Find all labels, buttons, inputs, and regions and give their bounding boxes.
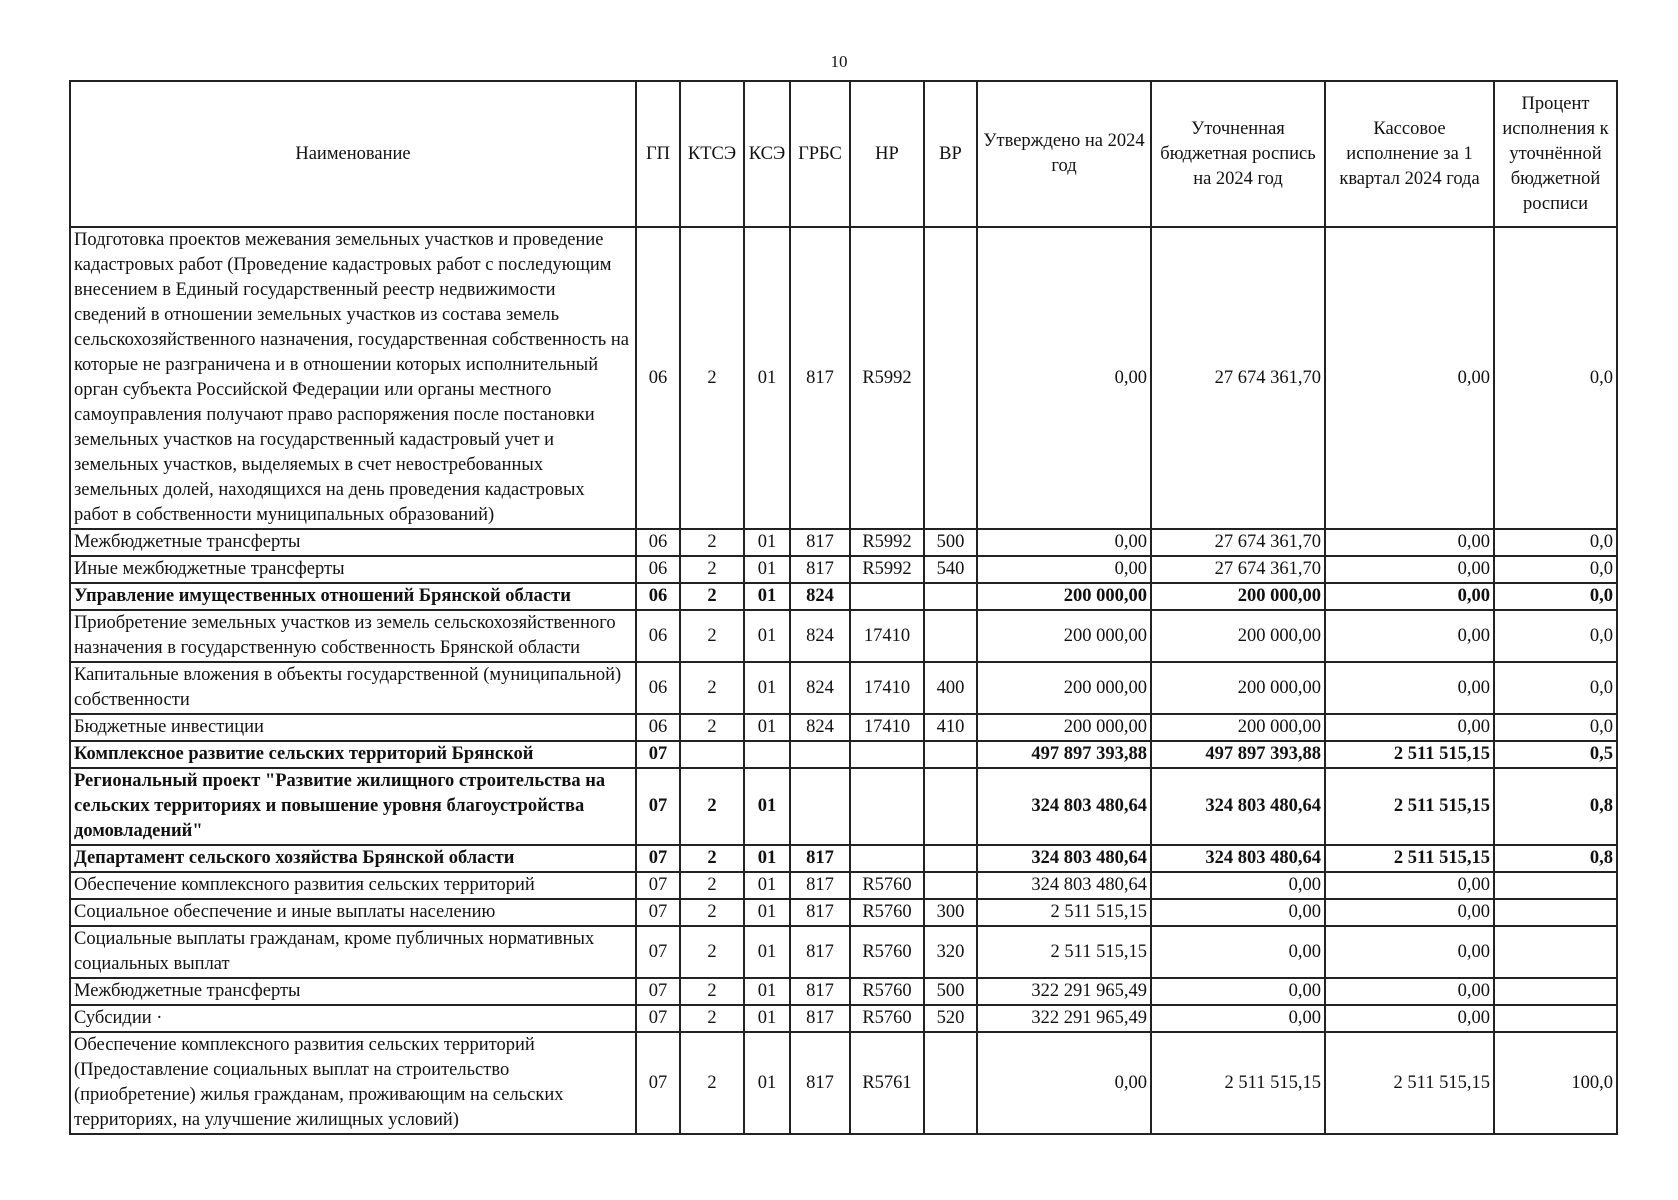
cell-refined: 497 897 393,88 [1151,741,1325,768]
cell-percent: 100,0 [1494,1032,1617,1134]
cell-gp: 07 [636,926,680,978]
cell-name: Капитальные вложения в объекты государственной (муниципальной) собственности [70,662,636,714]
table-row [70,583,1617,610]
cell-grbs: 817 [790,227,850,529]
cell-vr: 300 [924,899,977,926]
cell-gp: 06 [636,556,680,583]
cell-refined: 324 803 480,64 [1151,845,1325,872]
cell-ktse: 2 [680,610,744,662]
cell-approved: 0,00 [977,529,1151,556]
table-row [70,556,1617,583]
cell-ktse: 2 [680,583,744,610]
cell-kse: 01 [744,1032,790,1134]
cell-cash: 0,00 [1325,872,1494,899]
cell-vr: 500 [924,529,977,556]
header-nr: НР [850,81,924,227]
cell-approved: 0,00 [977,1032,1151,1134]
cell-cash: 2 511 515,15 [1325,741,1494,768]
cell-ktse: 2 [680,714,744,741]
cell-vr [924,583,977,610]
header-percent: Процент исполнения к уточнённой бюджетной росписи [1494,81,1617,227]
cell-name: Управление имущественных отношений Брянской области [70,583,636,610]
cell-gp: 07 [636,1032,680,1134]
cell-nr: R5760 [850,926,924,978]
cell-grbs: 817 [790,556,850,583]
cell-gp: 06 [636,662,680,714]
table-row [70,768,1617,845]
page-number: 10 [830,52,848,71]
cell-nr [850,741,924,768]
cell-ktse: 2 [680,1005,744,1032]
cell-name: Подготовка проектов межевания земельных участков и проведение кадастровых работ (Проведение кадастровых работ с последующим внесением в Единый государственный реестр недвижимости сведений в отношении земельных участков из состава земель сельскохозяйственного назначения, государственная собственность на которые не разграничена и в отношении которых исполнительный орган субъекта Российской Федерации или органы местного самоуправления получают право распоряжения после постановки земельных участков на государственный кадастровый учет и земельных участков, выделяемых в счет невостребованных земельных долей, находящихся на день проведения кадастровых работ в собственности муниципальных образований) [70,227,636,529]
cell-cash: 2 511 515,15 [1325,845,1494,872]
cell-kse: 01 [744,872,790,899]
header-refined: Уточненная бюджетная роспись на 2024 год [1151,81,1325,227]
cell-name: Департамент сельского хозяйства Брянской области [70,845,636,872]
cell-percent: 0,0 [1494,227,1617,529]
cell-gp: 07 [636,768,680,845]
cell-kse: 01 [744,714,790,741]
cell-refined: 200 000,00 [1151,662,1325,714]
cell-approved: 322 291 965,49 [977,978,1151,1005]
cell-ktse: 2 [680,662,744,714]
cell-vr [924,610,977,662]
header-gp: ГП [636,81,680,227]
cell-ktse: 2 [680,1032,744,1134]
cell-approved: 497 897 393,88 [977,741,1151,768]
cell-kse [744,741,790,768]
cell-percent: 0,5 [1494,741,1617,768]
cell-cash: 2 511 515,15 [1325,768,1494,845]
cell-nr: 17410 [850,662,924,714]
cell-approved: 200 000,00 [977,610,1151,662]
cell-refined: 27 674 361,70 [1151,529,1325,556]
table-row [70,741,1617,768]
cell-gp: 07 [636,872,680,899]
cell-kse: 01 [744,583,790,610]
cell-kse: 01 [744,227,790,529]
cell-percent [1494,899,1617,926]
cell-name: Обеспечение комплексного развития сельских территорий [70,872,636,899]
cell-ktse: 2 [680,899,744,926]
cell-vr: 500 [924,978,977,1005]
table-row [70,978,1617,1005]
cell-vr: 540 [924,556,977,583]
cell-vr [924,1032,977,1134]
header-cash: Кассовое исполнение за 1 квартал 2024 года [1325,81,1494,227]
cell-nr: 17410 [850,610,924,662]
cell-nr: R5760 [850,899,924,926]
cell-ktse: 2 [680,872,744,899]
header-name: Наименование [70,81,636,227]
cell-kse: 01 [744,662,790,714]
cell-ktse [680,741,744,768]
cell-approved: 0,00 [977,227,1151,529]
cell-nr: R5760 [850,1005,924,1032]
cell-percent [1494,872,1617,899]
cell-gp: 07 [636,978,680,1005]
cell-grbs: 817 [790,926,850,978]
cell-nr: R5992 [850,529,924,556]
cell-nr [850,845,924,872]
cell-refined: 324 803 480,64 [1151,768,1325,845]
cell-vr [924,768,977,845]
cell-ktse: 2 [680,978,744,1005]
cell-cash: 0,00 [1325,926,1494,978]
cell-percent: 0,8 [1494,845,1617,872]
cell-vr: 320 [924,926,977,978]
cell-name: Бюджетные инвестиции [70,714,636,741]
cell-cash: 2 511 515,15 [1325,1032,1494,1134]
cell-vr [924,227,977,529]
cell-percent: 0,0 [1494,583,1617,610]
cell-cash: 0,00 [1325,556,1494,583]
cell-approved: 200 000,00 [977,714,1151,741]
table-row [70,610,1617,662]
cell-percent: 0,0 [1494,714,1617,741]
cell-kse: 01 [744,1005,790,1032]
cell-grbs: 824 [790,714,850,741]
table-row [70,1032,1617,1134]
cell-cash: 0,00 [1325,714,1494,741]
cell-vr: 410 [924,714,977,741]
cell-percent: 0,0 [1494,662,1617,714]
cell-kse: 01 [744,610,790,662]
cell-nr: 17410 [850,714,924,741]
cell-kse: 01 [744,978,790,1005]
cell-grbs: 824 [790,610,850,662]
table-row [70,227,1617,529]
cell-percent: 0,0 [1494,529,1617,556]
cell-grbs: 817 [790,529,850,556]
cell-kse: 01 [744,926,790,978]
cell-gp: 06 [636,610,680,662]
cell-vr [924,845,977,872]
table-row [70,529,1617,556]
cell-nr [850,583,924,610]
cell-name: Комплексное развитие сельских территорий Брянской [70,741,636,768]
cell-name: Социальное обеспечение и иные выплаты населению [70,899,636,926]
cell-kse: 01 [744,768,790,845]
cell-refined: 200 000,00 [1151,583,1325,610]
cell-name: Региональный проект "Развитие жилищного строительства на сельских территориях и повышение уровня благоустройства домовладений" [70,768,636,845]
cell-refined: 200 000,00 [1151,714,1325,741]
cell-gp: 06 [636,714,680,741]
cell-percent [1494,1005,1617,1032]
cell-ktse: 2 [680,556,744,583]
cell-kse: 01 [744,529,790,556]
cell-approved: 2 511 515,15 [977,926,1151,978]
cell-refined: 0,00 [1151,926,1325,978]
budget-table [69,80,1618,1135]
cell-approved: 0,00 [977,556,1151,583]
cell-name: Субсидии · [70,1005,636,1032]
cell-ktse: 2 [680,227,744,529]
cell-grbs: 824 [790,662,850,714]
cell-cash: 0,00 [1325,610,1494,662]
cell-cash: 0,00 [1325,899,1494,926]
cell-gp: 06 [636,227,680,529]
cell-nr: R5761 [850,1032,924,1134]
header-grbs: ГРБС [790,81,850,227]
cell-refined: 0,00 [1151,1005,1325,1032]
table-row [70,899,1617,926]
cell-nr: R5760 [850,872,924,899]
cell-approved: 324 803 480,64 [977,768,1151,845]
cell-nr: R5992 [850,227,924,529]
cell-approved: 200 000,00 [977,583,1151,610]
cell-ktse: 2 [680,926,744,978]
cell-percent: 0,0 [1494,610,1617,662]
cell-gp: 07 [636,741,680,768]
cell-percent: 0,0 [1494,556,1617,583]
cell-refined: 0,00 [1151,872,1325,899]
cell-approved: 200 000,00 [977,662,1151,714]
cell-grbs: 817 [790,899,850,926]
table-row [70,845,1617,872]
header-row [70,81,1617,227]
header-vr: ВР [924,81,977,227]
header-approved: Утверждено на 2024 год [977,81,1151,227]
header-ktse: КТСЭ [680,81,744,227]
cell-refined: 27 674 361,70 [1151,556,1325,583]
header-kse: КСЭ [744,81,790,227]
cell-cash: 0,00 [1325,227,1494,529]
cell-grbs: 817 [790,845,850,872]
cell-refined: 2 511 515,15 [1151,1032,1325,1134]
cell-grbs: 817 [790,1032,850,1134]
table-row [70,872,1617,899]
cell-kse: 01 [744,899,790,926]
cell-name: Приобретение земельных участков из земель сельскохозяйственного назначения в государственную собственность Брянской области [70,610,636,662]
cell-percent: 0,8 [1494,768,1617,845]
cell-name: Межбюджетные трансферты [70,529,636,556]
cell-gp: 06 [636,529,680,556]
cell-grbs: 817 [790,872,850,899]
cell-name: Обеспечение комплексного развития сельских территорий (Предоставление социальных выплат на строительство (приобретение) жилья гражданам, проживающим на сельских территориях, на улучшение жилищных условий) [70,1032,636,1134]
cell-vr [924,741,977,768]
cell-refined: 0,00 [1151,978,1325,1005]
cell-refined: 0,00 [1151,899,1325,926]
cell-grbs [790,768,850,845]
table-row [70,714,1617,741]
cell-approved: 2 511 515,15 [977,899,1151,926]
cell-vr: 400 [924,662,977,714]
cell-cash: 0,00 [1325,583,1494,610]
cell-gp: 07 [636,1005,680,1032]
cell-nr: R5760 [850,978,924,1005]
table-row [70,662,1617,714]
cell-cash: 0,00 [1325,529,1494,556]
cell-nr: R5992 [850,556,924,583]
cell-percent [1494,926,1617,978]
cell-approved: 324 803 480,64 [977,872,1151,899]
cell-gp: 07 [636,845,680,872]
cell-nr [850,768,924,845]
cell-grbs: 817 [790,1005,850,1032]
cell-kse: 01 [744,845,790,872]
cell-gp: 07 [636,899,680,926]
cell-vr [924,872,977,899]
cell-cash: 0,00 [1325,978,1494,1005]
cell-name: Социальные выплаты гражданам, кроме публичных нормативных социальных выплат [70,926,636,978]
cell-cash: 0,00 [1325,662,1494,714]
cell-percent [1494,978,1617,1005]
cell-name: Иные межбюджетные трансферты [70,556,636,583]
table-row [70,926,1617,978]
cell-ktse: 2 [680,529,744,556]
cell-refined: 27 674 361,70 [1151,227,1325,529]
cell-approved: 324 803 480,64 [977,845,1151,872]
cell-gp: 06 [636,583,680,610]
cell-refined: 200 000,00 [1151,610,1325,662]
cell-ktse: 2 [680,768,744,845]
cell-vr: 520 [924,1005,977,1032]
cell-name: Межбюджетные трансферты [70,978,636,1005]
cell-kse: 01 [744,556,790,583]
cell-ktse: 2 [680,845,744,872]
cell-cash: 0,00 [1325,1005,1494,1032]
cell-approved: 322 291 965,49 [977,1005,1151,1032]
table-row [70,1005,1617,1032]
cell-grbs: 817 [790,978,850,1005]
cell-grbs [790,741,850,768]
cell-grbs: 824 [790,583,850,610]
